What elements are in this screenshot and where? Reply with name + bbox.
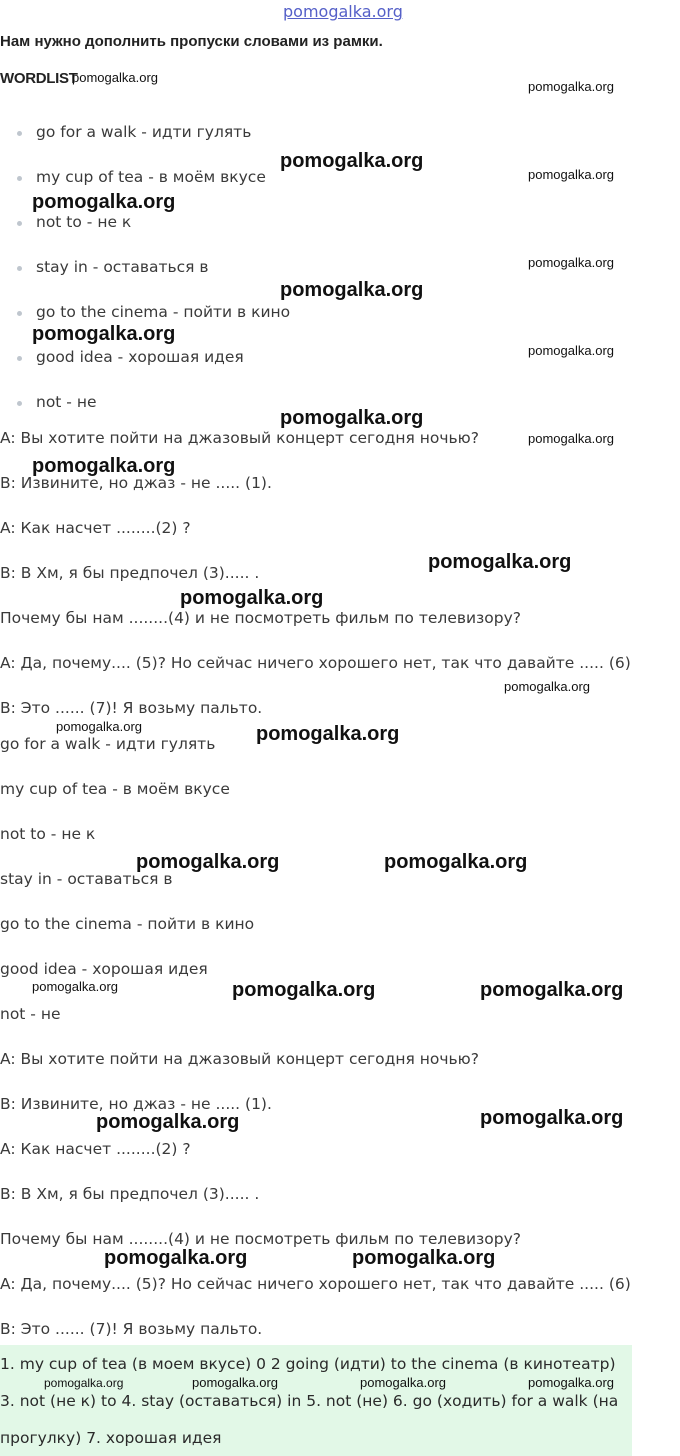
watermark: pomogalka.org (360, 1375, 446, 1390)
watermark: pomogalka.org (528, 79, 614, 94)
watermark: pomogalka.org (256, 723, 400, 745)
list-item: go for a walk - идти гулять (0, 735, 216, 753)
answer-line: прогулку) 7. хорошая идея (0, 1429, 222, 1447)
dialogue-line: A: Вы хотите пойти на джазовый концерт сегодня ночью? (0, 429, 479, 447)
dialogue-line: B: Извините, но джаз - не ..... (1). (0, 1095, 272, 1113)
task-instruction: Нам нужно дополнить пропуски словами из рамки. (0, 33, 383, 50)
watermark: pomogalka.org (280, 279, 424, 301)
watermark: pomogalka.org (480, 979, 624, 1001)
watermark: pomogalka.org (32, 979, 118, 994)
watermark: pomogalka.org (528, 431, 614, 446)
dialogue-line: B: В Хм, я бы предпочел (3)..... . (0, 564, 260, 582)
watermark: pomogalka.org (384, 851, 528, 873)
watermark: pomogalka.org (96, 1111, 240, 1133)
watermark: pomogalka.org (280, 407, 424, 429)
list-item: not to - не к (0, 825, 96, 843)
list-item: not - не (36, 393, 97, 411)
dialogue-line: Почему бы нам ........(4) и не посмотреть фильм по телевизору? (0, 609, 522, 627)
bullet-icon (17, 131, 22, 136)
bullet-icon (17, 221, 22, 226)
watermark: pomogalka.org (480, 1107, 624, 1129)
bullet-icon (17, 401, 22, 406)
answer-line: 1. my cup of tea (в моем вкусе) 0 2 going (идти) to the cinema (в кинотеатр) (0, 1355, 616, 1373)
list-item: not - не (0, 1005, 61, 1023)
watermark: pomogalka.org (192, 1375, 278, 1390)
watermark: pomogalka.org (32, 455, 176, 477)
bullet-icon (17, 311, 22, 316)
list-item: go for a walk - идти гулять (36, 123, 252, 141)
watermark: pomogalka.org (56, 719, 142, 734)
bullet-icon (17, 356, 22, 361)
bullet-icon (17, 266, 22, 271)
watermark: pomogalka.org (44, 1376, 124, 1390)
dialogue-line: B: Это ...... (7)! Я возьму пальто. (0, 1320, 263, 1338)
list-item: good idea - хорошая идея (0, 960, 208, 978)
watermark: pomogalka.org (72, 70, 158, 85)
site-link[interactable]: pomogalka.org (283, 2, 403, 21)
list-item: my cup of tea - в моём вкусе (36, 168, 266, 186)
watermark: pomogalka.org (352, 1247, 496, 1269)
list-item: good idea - хорошая идея (36, 348, 244, 366)
list-item: go to the cinema - пойти в кино (0, 915, 255, 933)
watermark: pomogalka.org (232, 979, 376, 1001)
list-item: not to - не к (36, 213, 132, 231)
dialogue-line: A: Да, почему.... (5)? Но сейчас ничего хорошего нет, так что давайте ..... (6) (0, 1275, 631, 1293)
watermark: pomogalka.org (528, 1375, 614, 1390)
dialogue-line: A: Как насчет ........(2) ? (0, 1140, 191, 1158)
list-item: stay in - оставаться в (36, 258, 209, 276)
dialogue-line: A: Да, почему.... (5)? Но сейчас ничего хорошего нет, так что давайте ..... (6) (0, 654, 631, 672)
bullet-icon (17, 176, 22, 181)
watermark: pomogalka.org (428, 551, 572, 573)
watermark: pomogalka.org (136, 851, 280, 873)
watermark: pomogalka.org (528, 167, 614, 182)
dialogue-line: Почему бы нам ........(4) и не посмотреть фильм по телевизору? (0, 1230, 522, 1248)
dialogue-line: B: Это ...... (7)! Я возьму пальто. (0, 699, 263, 717)
watermark: pomogalka.org (528, 255, 614, 270)
watermark: pomogalka.org (280, 150, 424, 172)
watermark: pomogalka.org (104, 1247, 248, 1269)
dialogue-line: A: Как насчет ........(2) ? (0, 519, 191, 537)
dialogue-line: B: Извините, но джаз - не ..... (1). (0, 474, 272, 492)
dialogue-line: B: В Хм, я бы предпочел (3)..... . (0, 1185, 260, 1203)
watermark: pomogalka.org (32, 191, 176, 213)
watermark: pomogalka.org (504, 679, 590, 694)
list-item: stay in - оставаться в (0, 870, 173, 888)
watermark: pomogalka.org (528, 343, 614, 358)
list-item: go to the cinema - пойти в кино (36, 303, 291, 321)
answer-line: 3. not (не к) to 4. stay (оставаться) in 5. not (не) 6. go (ходить) for a walk (на (0, 1392, 619, 1410)
dialogue-line: A: Вы хотите пойти на джазовый концерт сегодня ночью? (0, 1050, 479, 1068)
answer-box (0, 1345, 632, 1456)
watermark: pomogalka.org (32, 323, 176, 345)
watermark: pomogalka.org (180, 587, 324, 609)
wordlist-heading: WORDLIST (0, 70, 78, 87)
list-item: my cup of tea - в моём вкусе (0, 780, 230, 798)
